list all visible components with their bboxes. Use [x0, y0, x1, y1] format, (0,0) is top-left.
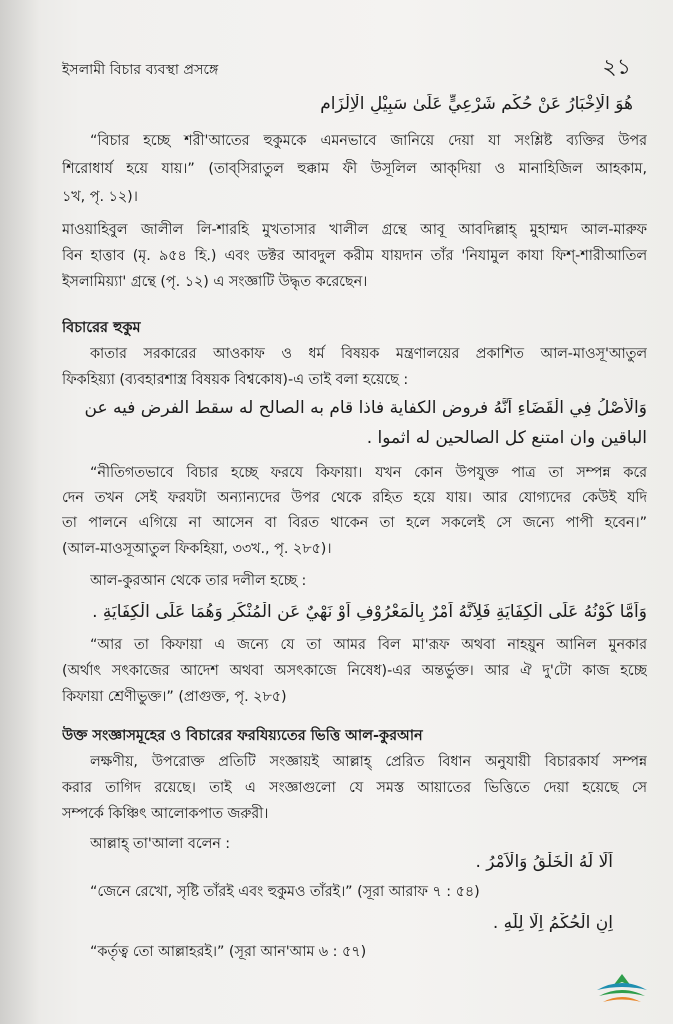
arabic-verse: اَلَا لَهُ الْخَلْقُ وَالْاَمْرُ . — [475, 852, 613, 872]
text-line: ১খ, পৃ. ১২)। — [62, 189, 138, 205]
page-header — [62, 50, 643, 80]
text-line: আল-কুরআন থেকে তার দলীল হচ্ছে : — [90, 573, 307, 589]
text-line: মাওয়াহিবুল জালীল লি-শারহি মুখতাসার খালীল গ্রন্থে আবূ আবদিল্লাহ্‌ মুহাম্মদ আল-মারুফ — [62, 222, 647, 238]
arabic-quote: الباقين وان امتنع كل الصالحين له اثموا . — [366, 428, 647, 448]
text-line: তা পালনে এগিয়ে না আসেন বা বিরত থাকেন তা হলে সকলেই সে জন্যে পাপী হবেন।” — [62, 515, 647, 531]
text-line: “নীতিগতভাবে বিচার হচ্ছে ফরযে কিফায়া। যখন কোন উপযুক্ত পাত্র তা সম্পন্ন করে — [90, 465, 647, 481]
arabic-quote: وَاَمَّا كَوْنُهُ عَلَى الْكِفَايَةِ فَلِاَنَّهُ اَمْرٌ بِالْمَعْرُوْفِ اَوْ نَهْيٌ عَنِ الْمُنْكَرِ وَهُمَا عَلَى الْكِفَايَةِ . — [92, 602, 647, 622]
text-line: করার তাগিদ রয়েছে। তাই এ সংজ্ঞাগুলো যে সমস্ত আয়াতের ভিত্তিতে দেয়া হয়েছে সে — [62, 780, 647, 796]
text-line: “জেনে রেখো, সৃষ্টি তাঁরই এবং হুকুমও তাঁরই।” (সূরা আরাফ ৭ : ৫৪) — [90, 884, 480, 900]
publisher-logo-icon — [593, 972, 651, 1008]
text-line: সম্পর্কে কিঞ্চিৎ আলোকপাত জরুরী। — [62, 806, 269, 822]
text-line: “আর তা কিফায়া এ জন্যে যে তা আমর বিল মা'রূফ অথবা নাহয়ুন আনিল মুনকার — [90, 637, 647, 653]
text-line: শিরোধার্য হয়ে যায়।” (তাব্‌সিরাতুল হুক্কাম ফী উসূলিল আক্‌দিয়া ও মানাহিজিল আহকাম, — [62, 161, 647, 177]
text-line: “কর্তৃত্ব তো আল্লাহরই।” (সূরা আন'আম ৬ : ৫৭) — [90, 944, 367, 960]
text-line: আল্লাহ্‌ তা'আলা বলেন : — [90, 836, 231, 852]
arabic-quote: وَالْأَصْلُ فِي الْقَضَاءِ اَنَّهُ فروض الكفاية فاذا قام به الصالح له سقط الفرض فيه عن — [84, 398, 647, 418]
text-line: “বিচার হচ্ছে শরী'আতের হুকুমকে এমনভাবে জানিয়ে দেয়া যা সংশ্লিষ্ট ব্যক্তির উপর — [90, 133, 647, 149]
text-line: কাতার সরকারের আওকাফ ও ধর্ম বিষয়ক মন্ত্রণালয়ের প্রকাশিত আল-মাওসূ'আতুল — [90, 346, 647, 362]
text-line: দেন তখন সেই ফরযটা অন্যান্যদের উপর থেকে রহিত হয়ে যায়। আর যোগ্যদের কেউই যদি — [62, 490, 647, 506]
text-line: (অর্থাৎ সৎকাজের আদেশ অথবা অসৎকাজে নিষেধ)-এর অন্তর্ভুক্ত। আর ঐ দু'টো কাজ হচ্ছে — [62, 663, 647, 679]
arabic-verse: اِنِ الْحُكْمُ اِلَّا لِلّٰهِ . — [492, 913, 613, 933]
text-line: (আল-মাওসূআতুল ফিকহিয়া, ৩৩খ., পৃ. ২৮৫)। — [62, 541, 332, 557]
arabic-definition: هُوَ الْاِخْبَارُ عَنْ حُكْمٍ شَرْعِيٍّ عَلَىٰ سَبِيْلِ الْاِلْزَامِ — [320, 94, 633, 114]
text-line: বিন হাত্তাব (মৃ. ৯৫৪ হি.) এবং ডক্টর আবদুল করীম যায়দান তাঁর 'নিযামুল কাযা ফিশ্‌-শারীআতিল — [62, 248, 647, 264]
text-line: ফিকহিয়্যা (ব্যবহারশাস্ত্র বিষয়ক বিশ্বকোষ)-এ তাই বলা হয়েছে : — [62, 372, 409, 388]
running-head: ইসলামী বিচার ব্যবস্থা প্রসঙ্গে — [62, 62, 219, 78]
page-number: ২১ — [602, 55, 631, 80]
text-line: ইসলামিয়্যা' গ্রন্থে (পৃ. ১২) এ সংজ্ঞাটি উদ্ধৃত করেছেন। — [62, 274, 368, 290]
section-heading: বিচারের হুকুম — [62, 320, 141, 336]
section-heading: উক্ত সংজ্ঞাসমূহের ও বিচারের ফরযিয়্যতের ভিত্তি আল-কুরআন — [62, 728, 423, 744]
text-line: লক্ষণীয়, উপরোক্ত প্রতিটি সংজ্ঞায়ই আল্লাহ্‌ প্রেরিত বিধান অনুযায়ী বিচারকার্য সম্পন্ন — [90, 754, 647, 770]
text-line: কিফায়া শ্রেণীভুক্ত।” (প্রাগুক্ত, পৃ. ২৮৫) — [62, 689, 287, 705]
